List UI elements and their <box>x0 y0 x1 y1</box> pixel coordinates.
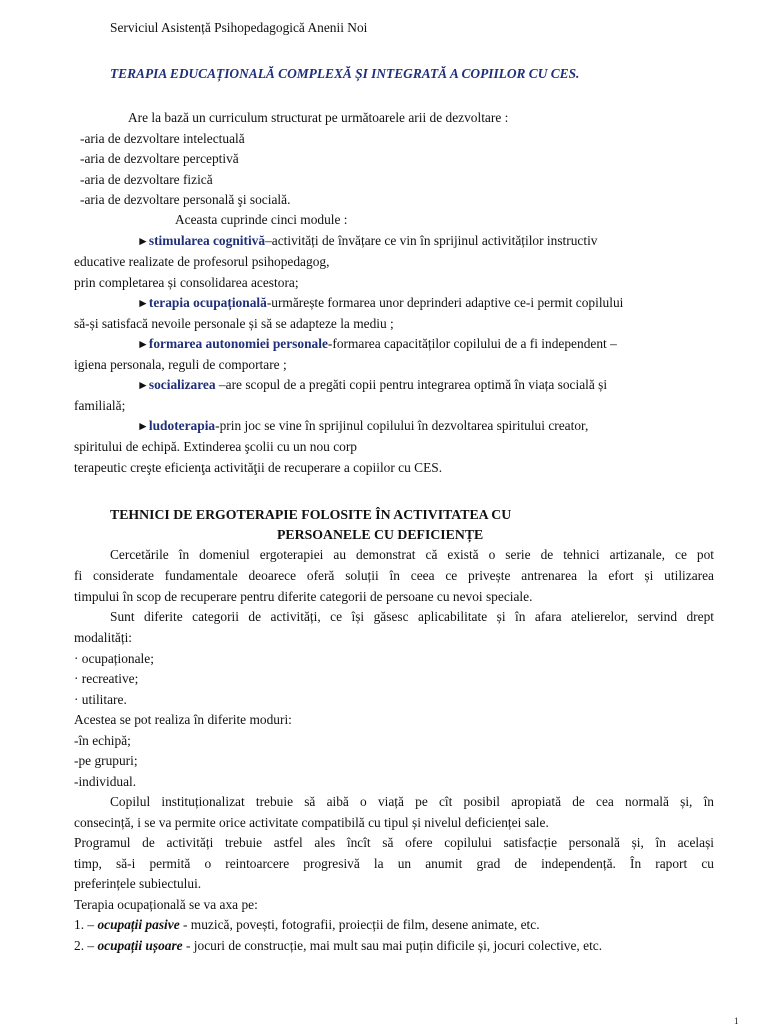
page-number: 1 <box>734 1016 739 1026</box>
module-term: ludoterapia <box>148 418 216 433</box>
area-item: -aria de dezvoltare perceptivă <box>80 151 239 166</box>
module-description: -prin joc se vine în sprijinul copilului în dezvoltarea spiritului creator, <box>215 418 589 433</box>
intro-text: Are la bază un curriculum structurat pe următoarele arii de dezvoltare : <box>128 110 509 125</box>
module-continuation: igiena personala, reguli de comportare ; <box>74 357 287 372</box>
module-item <box>137 233 598 249</box>
module-continuation: familială; <box>74 398 126 413</box>
ways-intro: Acestea se pot realiza în diferite moduri: <box>74 712 292 727</box>
paragraph-line: Cercetările în domeniul ergoterapiei au demonstrat că există o serie de tehnici artizanale, ce pot <box>110 547 714 562</box>
module-continuation: educative realizate de profesorul psihopedagog, <box>74 254 330 269</box>
paragraph-line: timpului în scop de recuperare pentru diferite categorii de persoane cu nevoi speciale. <box>74 589 533 604</box>
paragraph-line: preferințele subiectului. <box>74 876 202 891</box>
axa-item <box>74 917 540 933</box>
axa-intro: Terapia ocupațională se va axa pe: <box>74 897 258 912</box>
axa-description: - muzică, povești, fotografii, proiecții de film, desene animate, etc. <box>179 917 540 932</box>
paragraph-line: Sunt diferite categorii de activități, ce își găsesc aplicabilitate și în afara atelierelor, servind drept <box>110 609 714 624</box>
module-description: –are scopul de a pregăti copii pentru integrarea optimă în viața socială și <box>215 377 608 392</box>
way-item: -în echipă; <box>74 733 131 748</box>
module-continuation: spiritului de echipă. Extinderea şcolii cu un nou corp <box>74 439 357 454</box>
module-description: -formarea capacităților copilului de a fi independent – <box>327 336 617 351</box>
axa-term: ocupații ușoare <box>97 938 183 953</box>
area-item: -aria de dezvoltare intelectuală <box>80 131 245 146</box>
module-term: socializarea <box>148 377 216 392</box>
axa-description: - jocuri de construcție, mai mult sau mai puțin dificile și, jocuri colective, etc. <box>182 938 603 953</box>
document-title: TERAPIA EDUCAȚIONALĂ COMPLEXĂ ȘI INTEGRATĂ A COPIILOR CU CES. <box>110 66 580 81</box>
paragraph-line: consecință, i se va permite orice activitate compatibilă cu tipul și nivelul deficienței sale. <box>74 815 549 830</box>
axa-number: 2. – <box>74 938 98 953</box>
document-header: Serviciul Asistență Psihopedagogică Anenii Noi <box>110 20 368 35</box>
paragraph-line: Programul de activități trebuie astfel ales încît să ofere copilului satisfacție personală și, în același <box>74 835 714 850</box>
module-item <box>137 336 617 352</box>
module-item <box>137 295 623 311</box>
paragraph-line: timp, să-i permită o reintoarcere progresivă la un anumit grad de independență. În raport cu <box>74 856 714 871</box>
activity-type-item: · recreative; <box>74 671 139 686</box>
module-item <box>137 377 607 393</box>
bullet-icon: ► <box>137 378 149 392</box>
area-item: -aria de dezvoltare fizică <box>80 172 213 187</box>
section-title: PERSOANELE CU DEFICIENȚE <box>277 527 484 542</box>
module-term: stimularea cognitivă <box>148 233 266 248</box>
module-term: terapia ocupațională <box>148 295 267 310</box>
module-term: formarea autonomiei personale <box>148 336 328 351</box>
module-item <box>137 418 588 434</box>
module-description: -urmărește formarea unor deprinderi adaptive ce-i permit copilului <box>266 295 624 310</box>
bullet-icon: ► <box>137 296 149 310</box>
bullet-icon: ► <box>137 419 149 433</box>
bullet-icon: ► <box>137 337 149 351</box>
axa-term: ocupații pasive <box>97 917 180 932</box>
paragraph-line: fi considerate fundamentale deoarece oferă soluții în ceea ce privește antrenarea la efort și utilizarea <box>74 568 714 583</box>
section-title: TEHNICI DE ERGOTERAPIE FOLOSITE ÎN ACTIVITATEA CU <box>110 507 512 522</box>
modules-intro: Aceasta cuprinde cinci module : <box>175 212 348 227</box>
module-continuation: să-și satisfacă nevoile personale și să se adapteze la mediu ; <box>74 316 394 331</box>
axa-item <box>74 938 602 954</box>
module-description: –activități de învățare ce vin în sprijinul activităților instructiv <box>265 233 598 248</box>
area-item: -aria de dezvoltare personală şi socială. <box>80 192 291 207</box>
activity-type-item: · ocupaționale; <box>74 651 154 666</box>
paragraph-line: modalități: <box>74 630 133 645</box>
module-continuation: prin completarea și consolidarea acestora; <box>74 275 299 290</box>
way-item: -pe grupuri; <box>74 753 138 768</box>
bullet-icon: ► <box>137 234 149 248</box>
module-continuation: terapeutic creşte eficienţa activităţii de recuperare a copiilor cu CES. <box>74 460 443 475</box>
activity-type-item: · utilitare. <box>74 692 127 707</box>
way-item: -individual. <box>74 774 137 789</box>
paragraph-line: Copilul instituționalizat trebuie să aibă o viață pe cît posibil apropiată de cea normală și, în <box>110 794 714 809</box>
axa-number: 1. – <box>74 917 98 932</box>
